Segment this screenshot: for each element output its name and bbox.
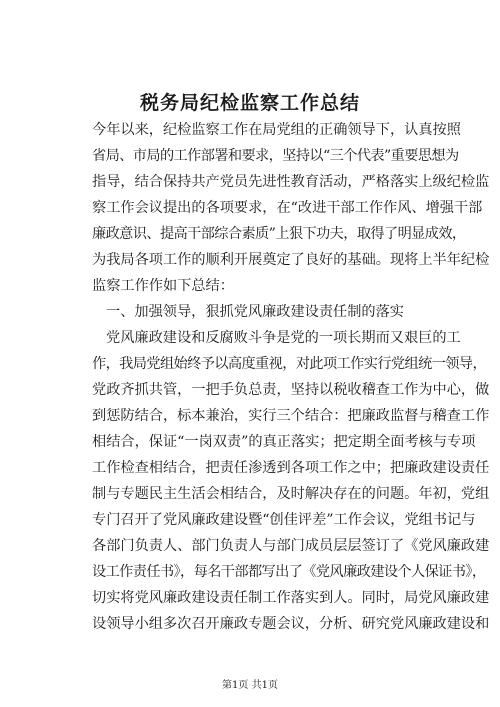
paragraph-line: 相结合，保证“一岗双责”的真正落实；把定期全面考核与专项 bbox=[92, 434, 476, 450]
paragraph-line: 工作检查相结合，把责任渗透到各项工作之中；把廉政建设责任 bbox=[92, 460, 490, 476]
document-title: 税务局纪检监察工作总结 bbox=[139, 92, 360, 114]
paragraph-line: 党政齐抓共管，一把手负总责，坚持以税收稽查工作为中心，做 bbox=[92, 382, 490, 398]
paragraph-line: 专门召开了党风廉政建设暨“创佳评差”工作会议，党组书记与 bbox=[92, 512, 476, 528]
page-number-footer: 第1页 共1页 bbox=[222, 680, 278, 691]
paragraph-line: 省局、市局的工作部署和要求，坚持以“三个代表”重要思想为 bbox=[92, 148, 459, 164]
paragraph-line: 各部门负责人、部门负责人与部门成员层层签订了《党风廉政建 bbox=[92, 538, 490, 554]
paragraph-line: 监察工作作如下总结： bbox=[92, 278, 234, 294]
paragraph-line: 设领导小组多次召开廉政专题会议，分析、研究党风廉政建设和 bbox=[92, 616, 490, 632]
paragraph-line: 设工作责任书》，每名干部都写出了《党风廉政建设个人保证书》， bbox=[92, 564, 486, 580]
paragraph-line: 到惩防结合，标本兼治，实行三个结合：把廉政监督与稽查工作 bbox=[92, 408, 490, 424]
paragraph-line: 制与专题民主生活会相结合，及时解决存在的问题。年初，党组 bbox=[92, 486, 490, 502]
paragraph-line: 今年以来，纪检监察工作在局党组的正确领导下，认真按照 bbox=[92, 122, 461, 138]
paragraph-line: 作，我局党组始终予以高度重视，对此项工作实行党组统一领导， bbox=[92, 356, 487, 372]
paragraph-line: 察工作会议提出的各项要求，在“改进干部工作作风、增强干部 bbox=[92, 200, 483, 216]
paragraph-line: 党风廉政建设和反腐败斗争是党的一项长期而又艰巨的工 bbox=[106, 330, 461, 346]
section-heading: 一、加强领导，狠抓党风廉政建设责任制的落实 bbox=[106, 304, 404, 320]
paragraph-line: 廉政意识、提高干部综合素质”上狠下功夫，取得了明显成效， bbox=[92, 226, 466, 242]
paragraph-line: 为我局各项工作的顺利开展奠定了良好的基础。现将上半年纪检 bbox=[92, 252, 490, 268]
paragraph-line: 切实将党风廉政建设责任制工作落实到人。同时，局党风廉政建 bbox=[92, 590, 490, 606]
paragraph-line: 指导，结合保持共产党员先进性教育活动，严格落实上级纪检监 bbox=[92, 174, 490, 190]
